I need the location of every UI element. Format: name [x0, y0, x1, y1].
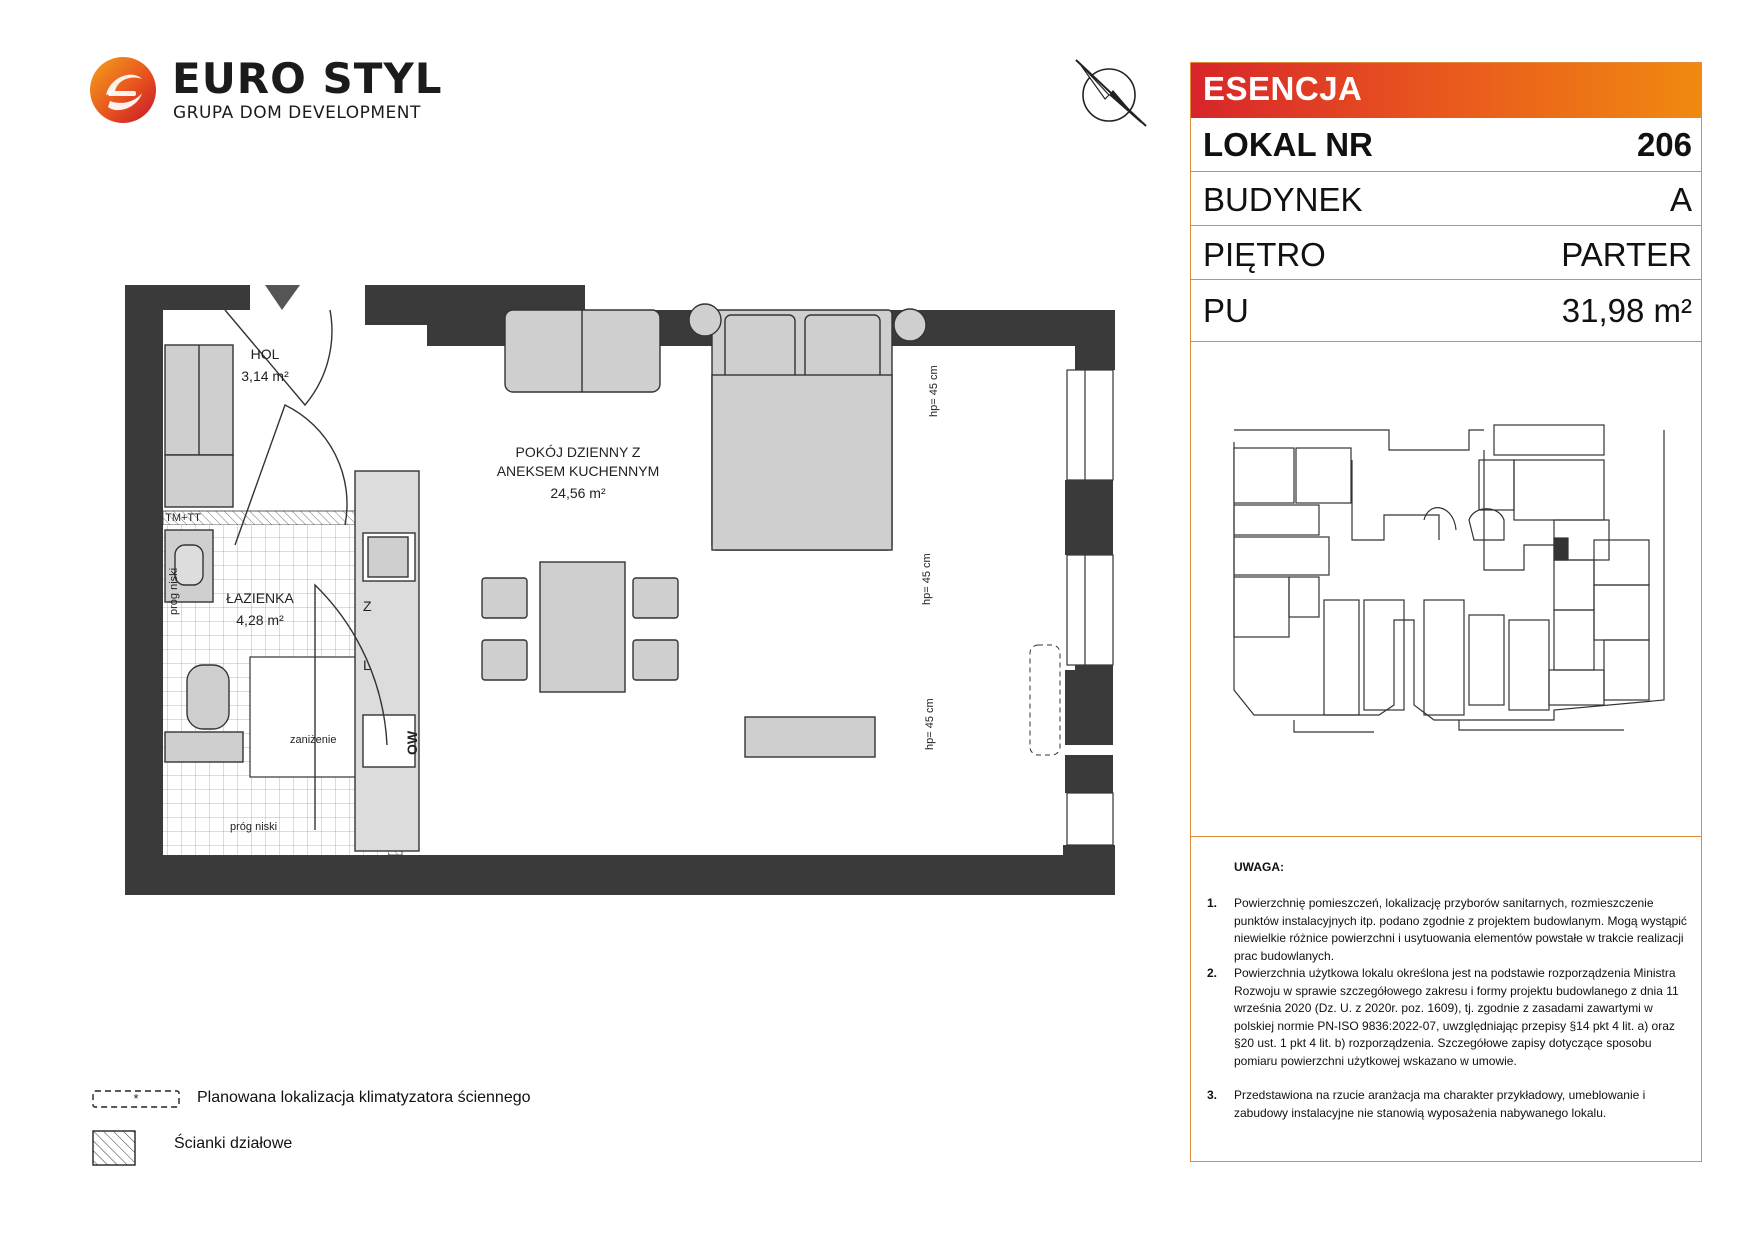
kitchen-l-label: L — [363, 657, 371, 673]
hol-name: HOL — [250, 346, 280, 362]
ac-unit-legend-icon — [92, 1090, 180, 1108]
notes-separator — [1191, 836, 1701, 837]
partition-wall-legend-icon — [92, 1130, 136, 1166]
budynek-value: A — [1669, 181, 1692, 218]
tm-tt-label: TM+TT — [165, 512, 201, 524]
ac-legend-symbol: * — [133, 1091, 139, 1106]
note-text: Powierzchnię pomieszczeń, lokalizację przyborów sanitarnych, rozmieszczenie punktów instalacyjnych itp. podano zgodnie z projektem budowlanym. Mogą wystąpić niewielkie różnice powierzchni i usytuowania elementów powstałe w trakcie realizacji prac budowlanych. — [1234, 896, 1687, 963]
bathroom-area: 4,28 m² — [236, 612, 284, 628]
lokal-label: LOKAL NR — [1203, 126, 1373, 163]
kitchen-ow-label: OW — [404, 730, 420, 755]
budynek-label: BUDYNEK — [1203, 181, 1363, 218]
prog-niski-vertical-label: próg niski — [168, 567, 180, 615]
north-compass-icon — [1068, 52, 1150, 134]
note-number: 3. — [1207, 1088, 1218, 1102]
hp-label-1: hp= 45 cm — [928, 365, 940, 417]
obnizenie-label: zaniżenie — [290, 734, 337, 746]
kitchen-z-label: Z — [363, 598, 372, 614]
pu-label: PU — [1203, 292, 1249, 329]
note-text: Przedstawiona na rzucie aranżacja ma charakter przykładowy, umeblowanie i zabudowy instalacyjne nie stanowią wyposażenia nabywanego lokalu. — [1234, 1088, 1646, 1120]
note-number: 2. — [1207, 966, 1218, 980]
hp-label-2: hp= 45 cm — [921, 553, 933, 605]
floor-plan — [125, 285, 1140, 895]
partition-wall-legend-text: Ścianki działowe — [174, 1135, 293, 1152]
pu-value: 31,98 m² — [1561, 292, 1692, 329]
bathroom-name: ŁAZIENKA — [226, 590, 294, 606]
pietro-value: PARTER — [1561, 236, 1692, 273]
brand-name: EURO STYL — [172, 54, 443, 103]
living-name-2: ANEKSEM KUCHENNYM — [496, 463, 660, 479]
lokal-value: 206 — [1636, 126, 1692, 163]
note-text: Powierzchnia użytkowa lokalu określona jest na podstawie rozporządzenia Ministra Rozwoju w sprawie szczegółowego zakresu i formy projektu budowlanego z dnia 11 września 2020 (Dz. U. z 2020r. poz. 1609), tj. zgodnie z zasadami zawartymi w polskiej normie PN-ISO 9836:2022-07, uwzględniając przepisy §14 pkt 4 lit. a) oraz §20 ust. 1 pkt 4 lit. b) rozporządzenia. Szczegółowe zapisy dotyczące sposobu pomiaru powierzchni użytkowej wskazano w umowie. — [1234, 966, 1679, 1068]
living-name-1: POKÓJ DZIENNY Z — [515, 444, 641, 460]
note-number: 1. — [1207, 896, 1218, 910]
hol-area: 3,14 m² — [241, 368, 289, 384]
prog-niski-label: próg niski — [230, 821, 278, 833]
pietro-label: PIĘTRO — [1203, 236, 1326, 273]
brand-subtitle: GRUPA DOM DEVELOPMENT — [173, 103, 421, 123]
living-area: 24,56 m² — [550, 485, 606, 501]
project-name: ESENCJA — [1203, 70, 1363, 107]
notes-heading: UWAGA: — [1234, 860, 1284, 874]
site-plan-diagram — [1224, 420, 1674, 750]
ac-legend-text: Planowana lokalizacja klimatyzatora ściennego — [197, 1089, 531, 1106]
euro-styl-logo-icon — [88, 55, 158, 125]
hp-label-3: hp= 45 cm — [924, 698, 936, 750]
entrance-arrow-icon — [265, 285, 300, 310]
